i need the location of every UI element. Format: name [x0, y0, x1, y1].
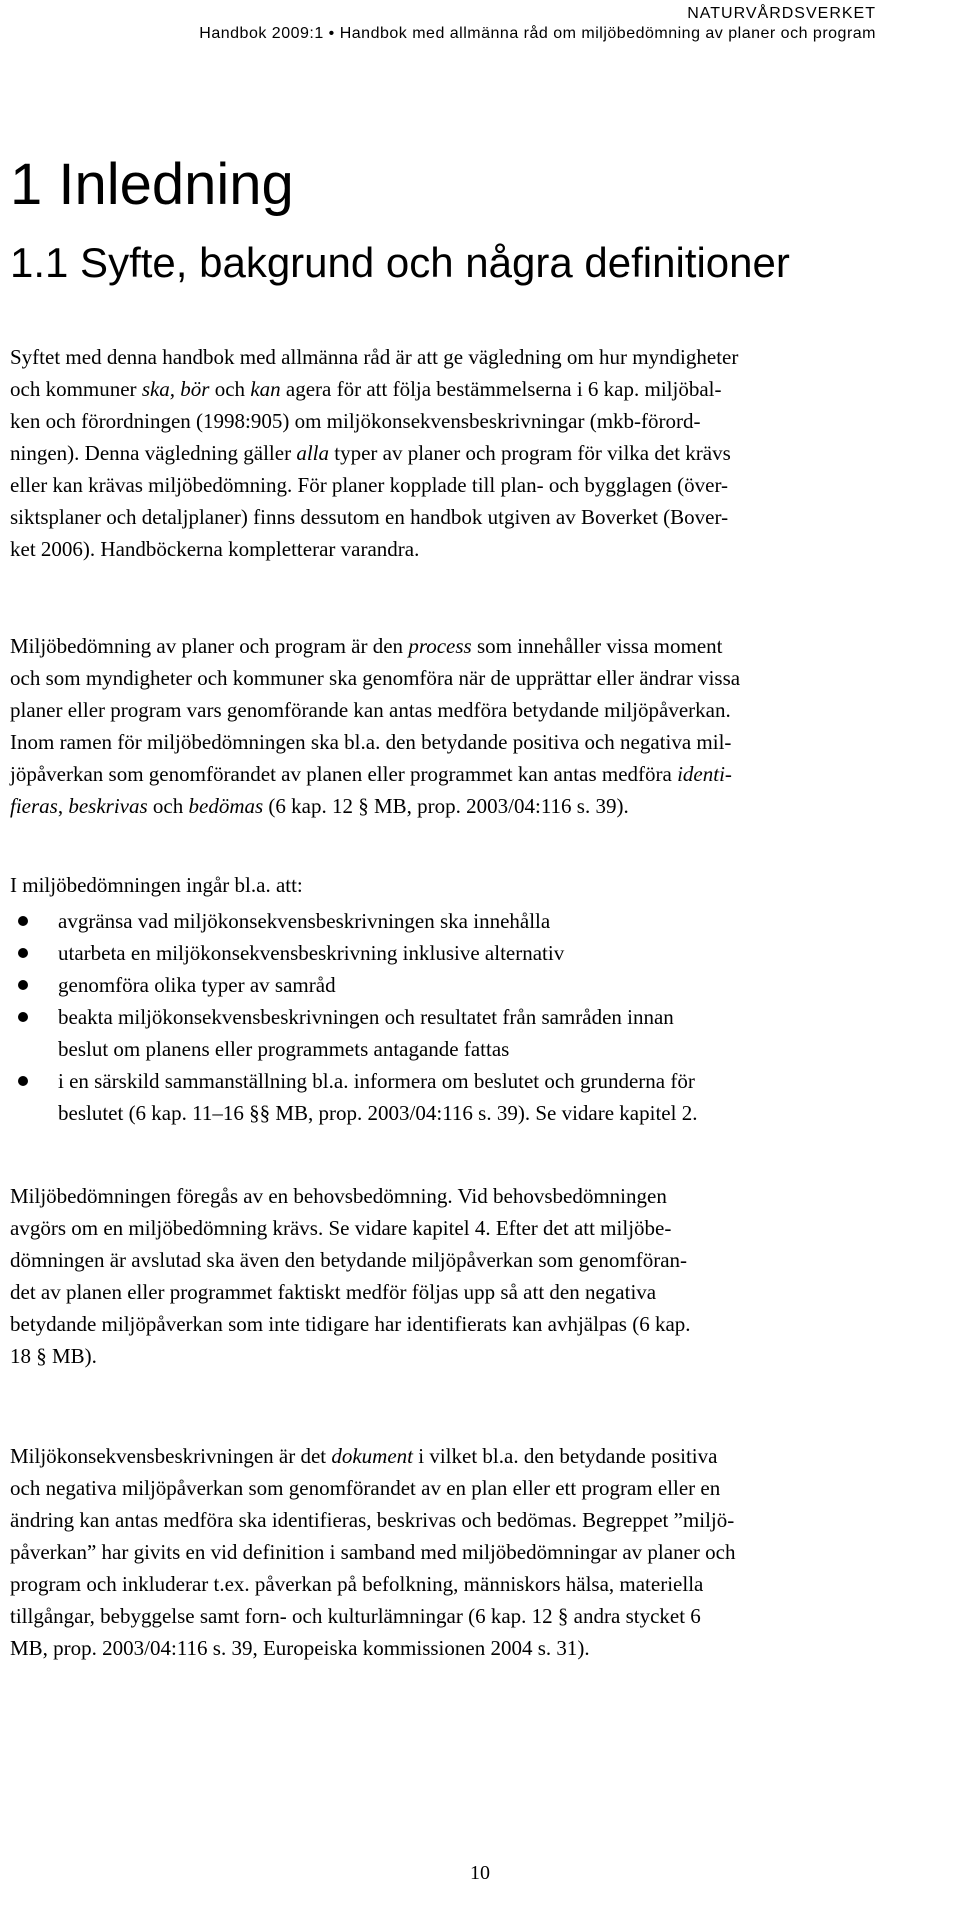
text-line: program och inkluderar t.ex. påverkan på befolkning, människors hälsa, materiella — [10, 1572, 704, 1596]
list-item-line: i en särskild sammanställning bl.a. informera om beslutet och grunderna för — [58, 1069, 695, 1093]
list-item-line: beslutet (6 kap. 11–16 §§ MB, prop. 2003/04:116 s. 39). Se vidare kapitel 2. — [58, 1101, 698, 1125]
text-line: och negativa miljöpåverkan som genomförandet av en plan eller ett program eller en — [10, 1476, 721, 1500]
header-publication-title: Handbok 2009:1 • Handbok med allmänna råd om miljöbedömning av planer och program — [199, 25, 876, 42]
text-line: 18 § MB). — [10, 1344, 97, 1368]
text-line: och som myndigheter och kommuner ska genomföra när de upprättar eller ändrar vissa — [10, 666, 741, 690]
text-line: siktsplaner och detaljplaner) finns dessutom en handbok utgiven av Boverket (Bover- — [10, 505, 729, 529]
paragraph-screening — [10, 1180, 950, 1372]
text-line: Inom ramen för miljöbedömningen ska bl.a. den betydande positiva och negativa mil- — [10, 730, 732, 754]
paragraph-purpose — [10, 341, 950, 565]
list-item-line: genomföra olika typer av samråd — [58, 973, 336, 997]
list-item-line: avgränsa vad miljökonsekvensbeskrivningen ska innehålla — [58, 909, 551, 933]
paragraph-process — [10, 630, 950, 822]
list-item — [10, 905, 950, 937]
text-line: tillgångar, bebyggelse samt forn- och kulturlämningar (6 kap. 12 § andra stycket 6 — [10, 1604, 701, 1628]
bullet-icon — [18, 980, 28, 990]
text-line: Miljöbedömningen föregås av en behovsbedömning. Vid behovsbedömningen — [10, 1184, 667, 1208]
bullet-icon — [18, 1076, 28, 1086]
activity-list — [10, 905, 950, 1129]
bullet-icon — [18, 916, 28, 926]
text-line: fieras, beskrivas och bedömas (6 kap. 12 § MB, prop. 2003/04:116 s. 39). — [10, 794, 629, 818]
header-organization: NATURVÅRDSVERKET — [687, 5, 876, 22]
section-heading: 1.1 Syfte, bakgrund och några definitioner — [10, 239, 790, 286]
text-line: jöpåverkan som genomförandet av planen eller programmet kan antas medföra identi- — [10, 762, 732, 786]
list-item — [10, 1065, 950, 1129]
text-line: ändring kan antas medföra ska identifieras, beskrivas och bedömas. Begreppet ”miljö- — [10, 1508, 735, 1532]
text-line: dömningen är avslutad ska även den betydande miljöpåverkan som genomföran- — [10, 1248, 688, 1272]
list-item-line: beakta miljökonsekvensbeskrivningen och resultatet från samråden innan — [58, 1005, 674, 1029]
list-item-line: beslut om planens eller programmets antagande fattas — [58, 1037, 510, 1061]
text-line: påverkan” har givits en vid definition i samband med miljöbedömningar av planer och — [10, 1540, 736, 1564]
text-line: det av planen eller programmet faktiskt medför följas upp så att den negativa — [10, 1280, 657, 1304]
list-item — [10, 937, 950, 969]
bullet-icon — [18, 948, 28, 958]
text-line: planer eller program vars genomförande kan antas medföra betydande miljöpåverkan. — [10, 698, 731, 722]
page-number: 10 — [470, 1862, 490, 1884]
text-line: Miljöbedömning av planer och program är den process som innehåller vissa moment — [10, 634, 723, 658]
list-item-line: utarbeta en miljökonsekvensbeskrivning inklusive alternativ — [58, 941, 565, 965]
text-line: och kommuner ska, bör och kan agera för att följa bestämmelserna i 6 kap. miljöbal- — [10, 377, 722, 401]
text-line: ken och förordningen (1998:905) om miljökonsekvensbeskrivningar (mkb-förord- — [10, 409, 701, 433]
text-line: ningen). Denna vägledning gäller alla typer av planer och program för vilka det krävs — [10, 441, 731, 465]
running-header — [199, 4, 876, 44]
text-line: Syftet med denna handbok med allmänna råd är att ge vägledning om hur myndigheter — [10, 345, 739, 369]
text-line: Miljökonsekvensbeskrivningen är det dokument i vilket bl.a. den betydande positiva — [10, 1444, 718, 1468]
text-line: MB, prop. 2003/04:116 s. 39, Europeiska kommissionen 2004 s. 31). — [10, 1636, 590, 1660]
chapter-heading: 1 Inledning — [10, 152, 294, 217]
list-item — [10, 969, 950, 1001]
text-line: ket 2006). Handböckerna kompletterar varandra. — [10, 537, 420, 561]
list-item — [10, 1001, 950, 1065]
text-line: eller kan krävas miljöbedömning. För planer kopplade till plan- och bygglagen (över- — [10, 473, 729, 497]
text-line: avgörs om en miljöbedömning krävs. Se vidare kapitel 4. Efter det att miljöbe- — [10, 1216, 672, 1240]
list-intro: I miljöbedömningen ingår bl.a. att: — [10, 873, 303, 897]
paragraph-environmental-report — [10, 1440, 950, 1664]
text-line: betydande miljöpåverkan som inte tidigare har identifierats kan avhjälpas (6 kap. — [10, 1312, 691, 1336]
bullet-icon — [18, 1012, 28, 1022]
